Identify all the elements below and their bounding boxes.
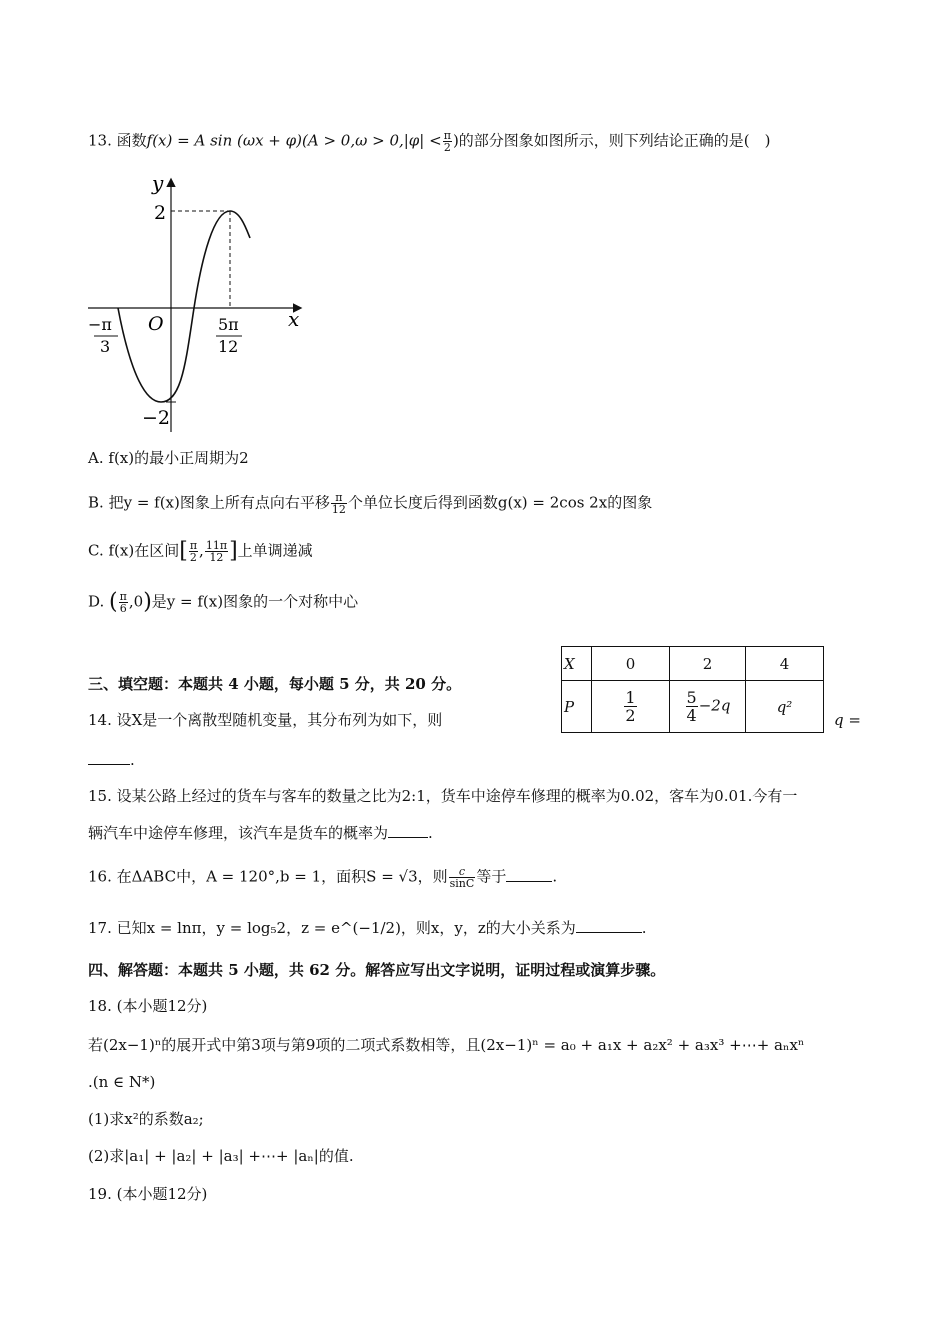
y-min-label: −2 [142, 407, 171, 429]
x-right-num: 5π [218, 315, 239, 334]
q15-answer-blank[interactable] [388, 823, 428, 838]
x-right-den: 12 [218, 337, 239, 356]
q18-part1: (1)求x²的系数a₂; [88, 1110, 204, 1128]
x-axis-label: x [288, 307, 300, 331]
q13-option-d: D. ( $\frac{\pi}{6}$ ,0)是y = f(x)图象的一个对称中心 [88, 589, 359, 615]
x-left-num: −π [88, 315, 112, 334]
row-label-p: P [562, 681, 592, 733]
q13-option-a [88, 448, 249, 468]
q13-stem [88, 130, 771, 153]
row-label-x: X [562, 647, 592, 681]
q13-prefix: 函数 [116, 131, 147, 150]
p-value-2: $\frac{5}{4}$ −2q [670, 681, 746, 733]
right-paren: ) [143, 589, 152, 615]
option-d-post: 是y = f(x)图象的一个对称中心 [151, 592, 359, 611]
option-c-pre: f(x)在区间 [108, 541, 180, 560]
option-c-label: C. [88, 541, 104, 560]
p-value-0: $\frac{1}{2}$ [592, 681, 670, 733]
q16-fraction: $\frac{c}{\sin C}$ [449, 865, 475, 890]
interval-end: $\frac{11\pi}{12}$ [205, 539, 228, 564]
p-value-4: q² [746, 681, 824, 733]
interval-start: $\frac{\pi}{2}$ [189, 539, 198, 564]
option-b-fraction: $\frac{\pi}{12}$ [331, 491, 346, 516]
left-paren: ( [109, 589, 118, 615]
q18-header: 18. (本小题12分) [88, 997, 208, 1015]
q18-line1: 若(2x−1)ⁿ的展开式中第3项与第9项的二项式系数相等，且(2x−1)ⁿ = a₀ + a₁x + a₂x² + a₃x³ +⋯+ aₙxⁿ [88, 1036, 805, 1054]
q13-function: f(x) = A sin (ωx + φ)(A > 0,ω > 0,|φ| < [146, 131, 442, 150]
x-value-2: 2 [670, 647, 746, 681]
right-bracket: ] [229, 538, 238, 564]
q13-option-c: C. f(x)在区间[ $\frac{\pi}{2}$ , $\frac{11\pi}{12}$ ]上单调递减 [88, 538, 313, 564]
y-axis-label: y [152, 171, 164, 195]
q16-text: 16. 在ΔABC中，A = 120°,b = 1，面积S = √3，则 $\frac{c}{\sin C}$ 等于 . [88, 865, 558, 890]
table-row-x [562, 647, 824, 681]
left-bracket: [ [179, 538, 188, 564]
x-left-den: 3 [100, 337, 111, 356]
q14-answer: . [88, 750, 135, 770]
q16-answer-blank[interactable] [506, 867, 552, 882]
y-max-label: 2 [154, 202, 167, 224]
q14-text: 14. 设X是一个离散型随机变量，其分布列为如下，则 [88, 711, 443, 729]
q14-q-equals: q = [834, 711, 861, 729]
q13-option-b [88, 492, 652, 515]
section-4-title: 四、解答题：本题共 5 小题，共 62 分。解答应写出文字说明，证明过程或演算步骤。 [88, 961, 666, 979]
q14-answer-blank[interactable] [88, 750, 130, 765]
option-b-post: 个单位长度后得到函数g(x) = 2cos 2x的图象 [347, 493, 653, 512]
x-value-4: 4 [746, 647, 824, 681]
origin-label: O [148, 313, 164, 335]
option-a-label: A. [88, 449, 104, 467]
q13-graph [80, 170, 320, 440]
q13-number: 13. [88, 131, 112, 150]
table-row-p [562, 681, 824, 733]
option-d-label: D. [88, 592, 105, 611]
q17-answer-blank[interactable] [576, 918, 642, 933]
option-b-label: B. [88, 493, 104, 512]
x-value-0: 0 [592, 647, 670, 681]
q13-pi-over-2: $\frac{\pi}{2}$ [443, 129, 451, 154]
q15-line2: 辆汽车中途停车修理，该汽车是货车的概率为 . [88, 824, 433, 842]
q19-header: 19. (本小题12分) [88, 1185, 208, 1203]
option-c-post: 上单调递减 [237, 541, 313, 560]
q13-suffix: )的部分图象如图所示，则下列结论正确的是( ) [452, 131, 771, 150]
q18-line2: .(n ∈ N*) [88, 1073, 156, 1091]
q18-part2: (2)求|a₁| + |a₂| + |a₃| +⋯+ |aₙ|的值. [88, 1147, 354, 1165]
distribution-table [561, 646, 824, 733]
option-d-fraction: $\frac{\pi}{6}$ [119, 590, 127, 615]
section-3-title: 三、填空题：本题共 4 小题，每小题 5 分，共 20 分。 [88, 675, 462, 693]
option-a-text: f(x)的最小正周期为2 [108, 449, 249, 467]
option-b-pre: 把y = f(x)图象上所有点向右平移 [108, 493, 330, 512]
q17-text: 17. 已知x = lnπ，y = log₅2，z = e^(−1/2)，则x，y，z的大小关系为 . [88, 919, 647, 937]
q15-line1: 15. 设某公路上经过的货车与客车的数量之比为2:1，货车中途停车修理的概率为0.02，客车为0.01.今有一 [88, 787, 798, 805]
